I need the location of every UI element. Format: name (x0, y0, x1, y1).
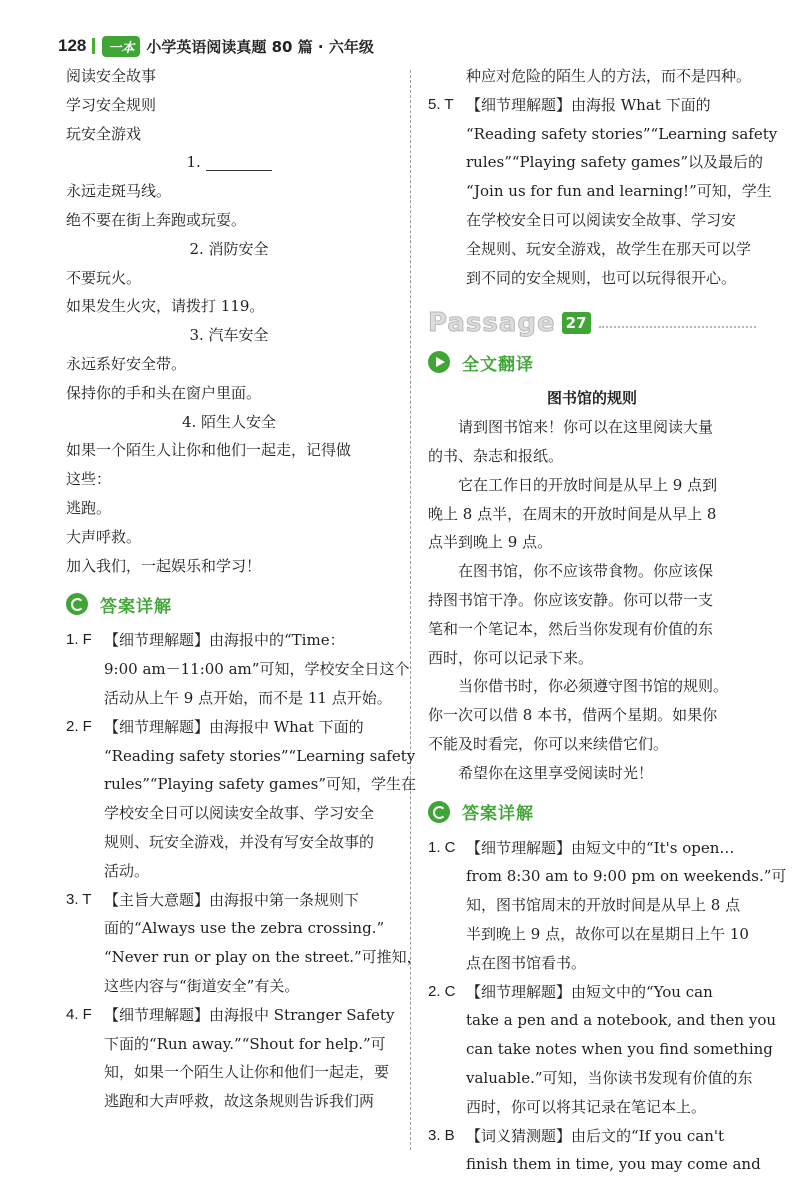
answer-line: valuable.”可知，当你读书发现有价值的东 (466, 1064, 776, 1093)
answer-line: 【主旨大意题】由海报中第一条规则下 (104, 886, 422, 915)
answer-line: 9:00 am－11:00 am”可知，学校安全日这个 (104, 655, 409, 684)
answer-line: 到不同的安全规则，也可以玩得很开心。 (466, 264, 777, 293)
answer-line: 西时，你可以将其记录在笔记本上。 (466, 1093, 776, 1122)
translation-heading-text: 全文翻译 (462, 350, 534, 375)
answer-heading-text: 答案详解 (462, 799, 534, 824)
translation-title: 图书馆的规则 (428, 384, 756, 413)
page-number: 128 (58, 36, 86, 56)
answer-number: 4. F (66, 1001, 104, 1116)
answer-icon (66, 593, 88, 615)
answer-line: can take notes when you find something (466, 1035, 776, 1064)
answer-number: 5. T (428, 91, 466, 293)
answer-line: 知，如果一个陌生人让你和他们一起走，要 (104, 1058, 394, 1087)
text-line: 如果发生火灾，请拨打 119。 (66, 292, 392, 321)
play-icon (428, 351, 450, 373)
left-column (66, 62, 392, 1116)
answer-line: 半到晚上 9 点，故你可以在星期日上午 10 (466, 920, 786, 949)
paragraph-line: 在图书馆，你不应该带食物。你应该保 (428, 557, 756, 586)
paragraph-line: 不能及时看完，你可以来续借它们。 (428, 730, 756, 759)
answer-line: take a pen and a notebook, and then you (466, 1006, 776, 1035)
answer-line: 【细节理解题】由短文中的“It's open… (466, 834, 786, 863)
paragraph-line: 希望你在这里享受阅读时光！ (428, 759, 756, 788)
answer-line: “Reading safety stories”“Learning safety (104, 742, 416, 771)
answer-item (66, 713, 392, 886)
answer-line: finish them in time, you may come and (466, 1150, 761, 1179)
answer-number: 1. C (428, 834, 466, 978)
answer-blank (206, 156, 272, 171)
text-line: 玩安全游戏 (66, 120, 392, 149)
paragraph-line: 它在工作日的开放时间是从早上 9 点到 (428, 471, 756, 500)
answer-line: 下面的“Run away.”“Shout for help.”可 (104, 1030, 394, 1059)
answer-line: 【细节理解题】由海报中的“Time： (104, 626, 409, 655)
answer-heading (66, 584, 392, 624)
answer-item (66, 886, 392, 1001)
answer-heading-text: 答案详解 (100, 592, 172, 617)
answer-line: 活动从上午 9 点开始，而不是 11 点开始。 (104, 684, 409, 713)
answer-line: 面的“Always use the zebra crossing.” (104, 914, 422, 943)
text-line: 阅读安全故事 (66, 62, 392, 91)
answer-item (66, 626, 392, 712)
rule-1-title (66, 148, 392, 177)
paragraph-line: 笔和一个笔记本，然后当你发现有价值的东 (428, 615, 756, 644)
text-line: 学习安全规则 (66, 91, 392, 120)
answer-line: 全规则、玩安全游戏，故学生在那天可以学 (466, 235, 777, 264)
rule-4-title: 4. 陌生人安全 (66, 408, 392, 437)
answer-line: 【细节理解题】由短文中的“You can (466, 978, 776, 1007)
text-line: 绝不要在街上奔跑或玩耍。 (66, 206, 392, 235)
brand-logo: 一本 (102, 36, 140, 57)
paragraph-line: 西时，你可以记录下来。 (428, 644, 756, 673)
text-line: 加入我们，一起娱乐和学习！ (66, 552, 392, 581)
dotted-rule (599, 326, 756, 328)
answer-line: “Never run or play on the street.”可推知， (104, 943, 422, 972)
answer-line: 【词义猜测题】由后文的“If you can't (466, 1122, 761, 1151)
answer-line: 逃跑和大声呼救，故这条规则告诉我们两 (104, 1087, 394, 1116)
book-title: 小学英语阅读真题 80 篇 · 六年级 (146, 36, 373, 57)
answer-line: 学校安全日可以阅读安全故事、学习安全 (104, 799, 416, 828)
answer-item (428, 1122, 756, 1179)
text-line: 保持你的手和头在窗户里面。 (66, 379, 392, 408)
paragraph-line: 晚上 8 点半，在周末的开放时间是从早上 8 (428, 500, 756, 529)
answer-line: rules”“Playing safety games”以及最后的 (466, 148, 777, 177)
answer-line: “Reading safety stories”“Learning safety (466, 120, 777, 149)
rule-2-title: 2. 消防安全 (66, 235, 392, 264)
answer-icon (428, 801, 450, 823)
answer-number: 3. T (66, 886, 104, 1001)
answer-item (66, 1001, 392, 1116)
paragraph-line: 你一次可以借 8 本书，借两个星期。如果你 (428, 701, 756, 730)
answer-line: rules”“Playing safety games”可知，学生在 (104, 770, 416, 799)
paragraph-line: 点半到晚上 9 点。 (428, 528, 756, 557)
page-header (58, 34, 374, 58)
rule-1-number: 1. (186, 153, 200, 171)
passage-banner (428, 294, 756, 338)
answer-number: 2. C (428, 978, 466, 1122)
rule-3-title: 3. 汽车安全 (66, 321, 392, 350)
answer-line: 【细节理解题】由海报 What 下面的 (466, 91, 777, 120)
paragraph-line: 请到图书馆来！你可以在这里阅读大量 (428, 413, 756, 442)
text-line: 如果一个陌生人让你和他们一起走，记得做 (66, 436, 392, 465)
answer-line: “Join us for fun and learning!”可知，学生 (466, 177, 777, 206)
answer-heading (428, 792, 756, 832)
answer-item (428, 91, 756, 293)
answer-number: 3. B (428, 1122, 466, 1179)
text-line: 逃跑。 (66, 494, 392, 523)
answer-line: 【细节理解题】由海报中 What 下面的 (104, 713, 416, 742)
answer-line: 这些内容与“街道安全”有关。 (104, 972, 422, 1001)
answer-number: 2. F (66, 713, 104, 886)
passage-word: Passage (428, 308, 556, 338)
text-line: 大声呼救。 (66, 523, 392, 552)
text-line: 这些： (66, 465, 392, 494)
answer-continuation: 种应对危险的陌生人的方法，而不是四种。 (428, 62, 756, 91)
answer-item (428, 834, 756, 978)
paragraph-line: 的书、杂志和报纸。 (428, 442, 756, 471)
passage-number: 27 (562, 312, 591, 334)
paragraph-line: 持图书馆干净。你应该安静。你可以带一支 (428, 586, 756, 615)
answer-line: 知，图书馆周末的开放时间是从早上 8 点 (466, 891, 786, 920)
text-line: 永远走斑马线。 (66, 177, 392, 206)
paragraph-line: 当你借书时，你必须遵守图书馆的规则。 (428, 672, 756, 701)
answer-line: 活动。 (104, 857, 416, 886)
answer-item (428, 978, 756, 1122)
answer-line: 点在图书馆看书。 (466, 949, 786, 978)
translation-heading (428, 342, 756, 382)
text-line: 永远系好安全带。 (66, 350, 392, 379)
text-line: 不要玩火。 (66, 264, 392, 293)
header-divider (92, 38, 95, 54)
answer-line: 【细节理解题】由海报中 Stranger Safety (104, 1001, 394, 1030)
answer-line: 规则、玩安全游戏，并没有写安全故事的 (104, 828, 416, 857)
answer-number: 1. F (66, 626, 104, 712)
answer-line: from 8:30 am to 9:00 pm on weekends.”可 (466, 862, 786, 891)
answer-line: 在学校安全日可以阅读安全故事、学习安 (466, 206, 777, 235)
right-column (428, 62, 756, 1179)
